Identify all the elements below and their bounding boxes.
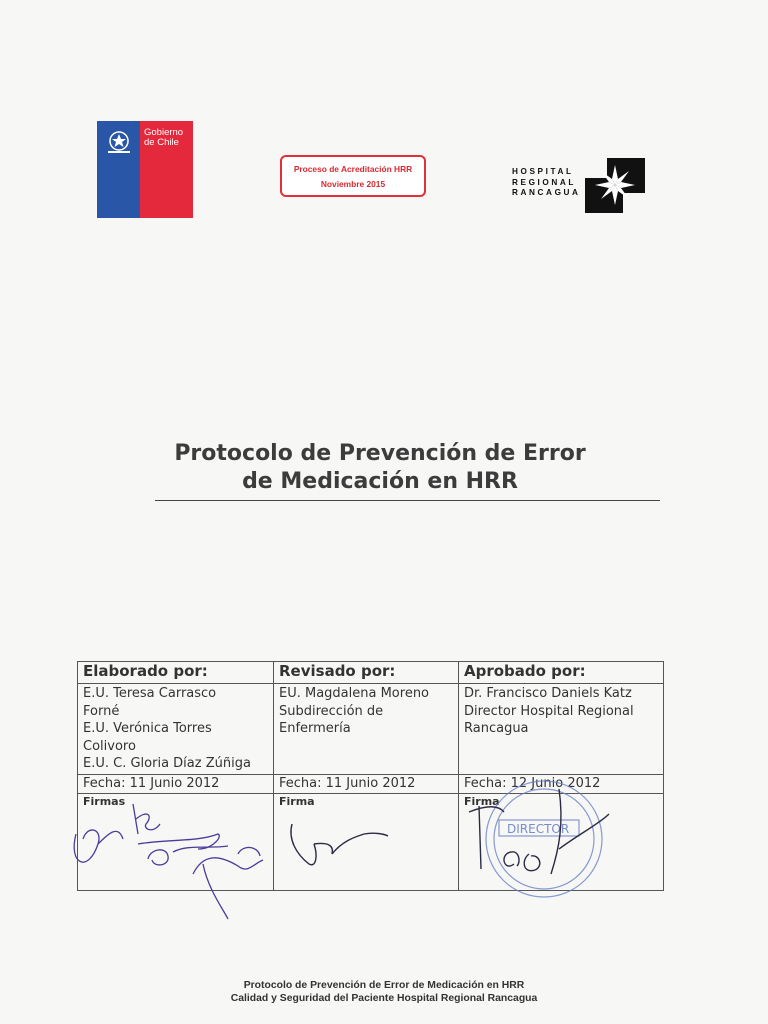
firma-label-aprobado: Firma — [464, 794, 500, 808]
hospital-regional-rancagua-logo — [512, 158, 581, 199]
gov-logo-text: Gobierno de Chile — [144, 127, 184, 148]
firmas-label: Firmas — [83, 794, 126, 808]
aprobado-signature — [459, 793, 664, 890]
header-aprobado: Aprobado por: — [459, 662, 664, 684]
hospital-star-mark-icon — [585, 158, 645, 213]
official-stamp-icon — [486, 781, 602, 897]
approval-table — [77, 661, 664, 891]
aprobado-date: Fecha: 12 Junio 2012 — [459, 774, 664, 793]
hospital-logo-text: HOSPITAL REGIONAL RANCAGUA — [512, 167, 581, 197]
table-signature-row — [78, 793, 664, 890]
header-revisado: Revisado por: — [274, 662, 459, 684]
gobierno-de-chile-logo — [97, 121, 193, 218]
revisado-names: EU. Magdalena Moreno Subdirección de Enfermería — [274, 684, 459, 775]
elaborado-signatures — [78, 793, 274, 890]
header-elaborado: Elaborado por: — [78, 662, 274, 684]
page-footer: Protocolo de Prevención de Error de Medicación en HRR Calidad y Seguridad del Paciente Hospital Regional Rancagua — [230, 980, 538, 1004]
accreditation-badge — [280, 155, 426, 197]
title-divider — [155, 500, 660, 501]
elaborado-date: Fecha: 11 Junio 2012 — [78, 774, 274, 793]
elaborado-names: E.U. Teresa Carrasco Forné E.U. Verónica Torres Colivoro E.U. C. Gloria Díaz Zúñiga — [78, 684, 274, 775]
firma-label-revisado: Firma — [279, 794, 315, 808]
handwritten-signature-revisado — [274, 794, 459, 888]
document-title: Protocolo de Prevención de Error de Medicación en HRR — [174, 441, 586, 494]
aprobado-names: Dr. Francisco Daniels Katz Director Hospital Regional Rancagua — [459, 684, 664, 775]
accreditation-date: Noviembre 2015 — [320, 179, 386, 189]
director-stamp-and-signature — [459, 794, 664, 888]
stamp-text: DIRECTOR — [507, 821, 570, 836]
table-header-row — [78, 662, 664, 684]
handwritten-signatures-elaborado — [78, 794, 278, 924]
revisado-signature — [274, 793, 459, 890]
revisado-date: Fecha: 11 Junio 2012 — [274, 774, 459, 793]
chile-coat-of-arms-icon — [104, 127, 134, 157]
table-names-row — [78, 684, 664, 775]
accreditation-process-label: Proceso de Acreditación HRR — [293, 164, 413, 174]
